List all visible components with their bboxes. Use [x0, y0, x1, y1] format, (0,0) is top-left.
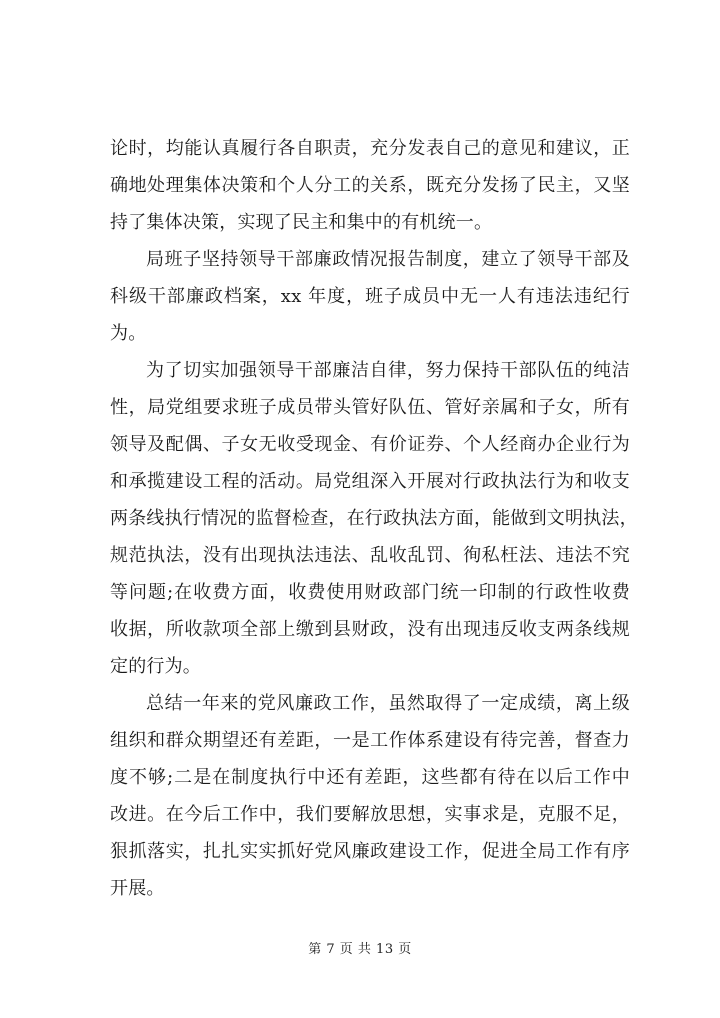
text-line: 等问题;在收费方面，收费使用财政部门统一印制的行政性收费 [110, 582, 630, 603]
document-body [110, 130, 638, 907]
text-line: 规范执法，没有出现执法违法、乱收乱罚、徇私枉法、违法不究 [110, 545, 630, 566]
text-line: 改进。在今后工作中，我们要解放思想，实事求是，克服不足， [110, 804, 630, 825]
text-line: 论时，均能认真履行各自职责，充分发表自己的意见和建议，正 [110, 138, 630, 159]
text-line: 组织和群众期望还有差距，一是工作体系建设有待完善，督查力 [110, 730, 630, 751]
paragraph [110, 241, 630, 352]
text-line: 为了切实加强领导干部廉洁自律，努力保持干部队伍的纯洁 [146, 360, 630, 381]
paragraph [110, 130, 630, 241]
text-line: 持了集体决策，实现了民主和集中的有机统一。 [110, 212, 493, 233]
text-line: 收据，所收款项全部上缴到县财政，没有出现违反收支两条线规 [110, 619, 630, 640]
text-line: 开展。 [110, 878, 165, 899]
text-line: 科级干部廉政档案，xx 年度，班子成员中无一人有违法违纪行 [110, 286, 630, 307]
text-line: 为。 [110, 323, 147, 344]
paragraph [110, 352, 638, 685]
text-line: 定的行为。 [110, 656, 201, 677]
text-line: 狠抓落实，扎扎实实抓好党风廉政建设工作，促进全局工作有序 [110, 841, 630, 862]
text-line: 局班子坚持领导干部廉政情况报告制度，建立了领导干部及 [146, 249, 630, 270]
text-line: 确地处理集体决策和个人分工的关系，既充分发扬了民主，又坚 [110, 175, 630, 196]
paragraph [110, 685, 630, 907]
text-line: 领导及配偶、子女无收受现金、有价证券、个人经商办企业行为 [110, 434, 630, 455]
text-line: 度不够;二是在制度执行中还有差距，这些都有待在以后工作中 [110, 767, 630, 788]
text-line: 和承揽建设工程的活动。局党组深入开展对行政执法行为和收支 [110, 471, 630, 492]
text-line: 总结一年来的党风廉政工作，虽然取得了一定成绩，离上级 [146, 693, 630, 714]
text-line: 两条线执行情况的监督检查，在行政执法方面，能做到文明执法， [110, 508, 638, 529]
text-line: 性，局党组要求班子成员带头管好队伍、管好亲属和子女，所有 [110, 397, 630, 418]
page-number-footer: 第 7 页 共 13 页 [308, 942, 412, 957]
